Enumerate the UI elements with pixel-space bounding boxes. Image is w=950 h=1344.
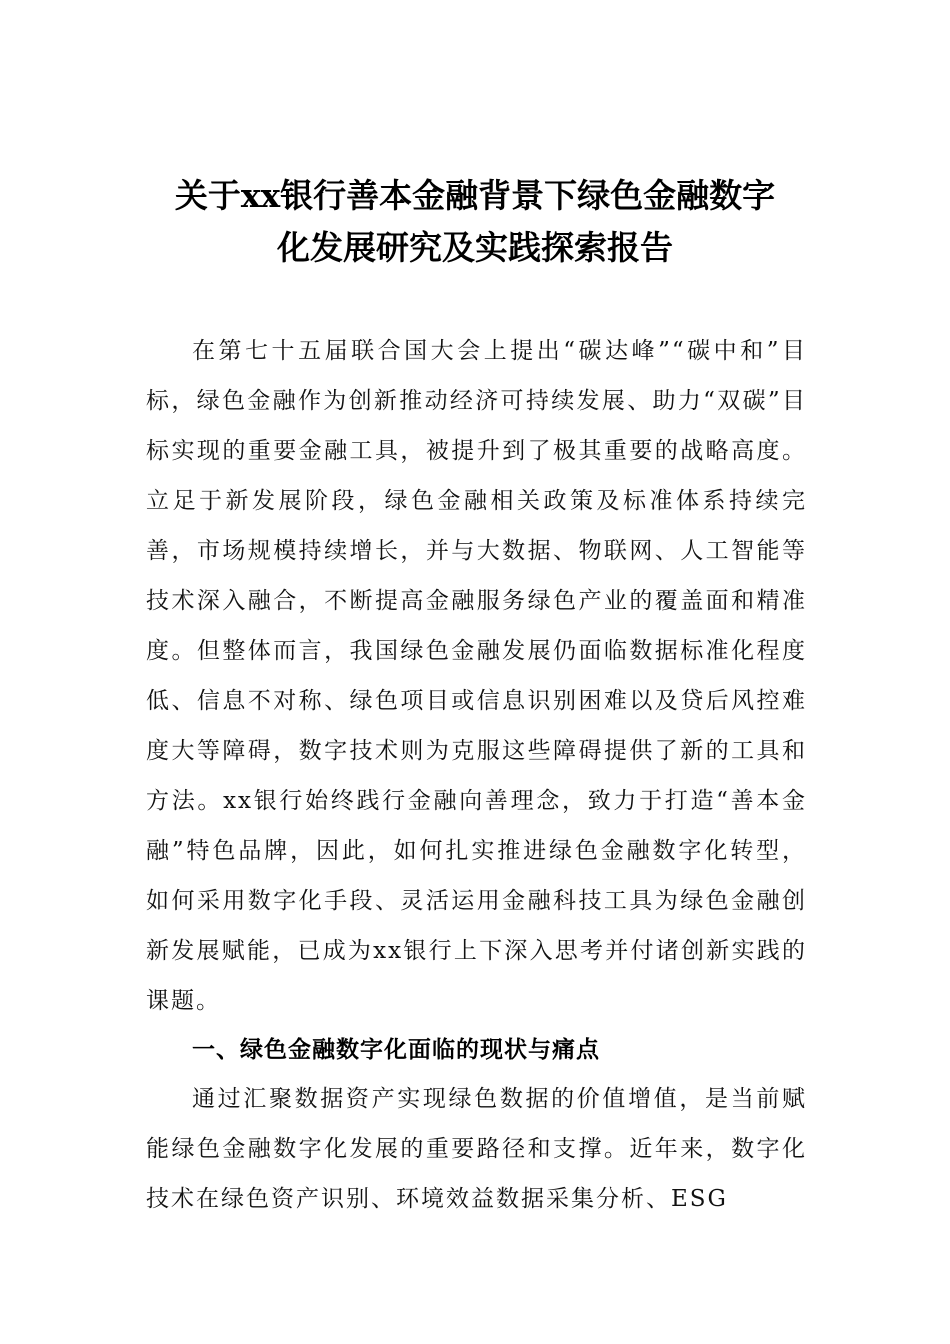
title-line-2: 化发展研究及实践探索报告 <box>277 228 673 267</box>
title-line-1: 关于xx银行善本金融背景下绿色金融数字 <box>174 176 776 215</box>
section-1-paragraph: 通过汇聚数据资产实现绿色数据的价值增值，是当前赋能绿色金融数字化发展的重要路径和支撑。近年来，数字化技术在绿色资产识别、环境效益数据采集分析、ESG <box>146 1086 807 1212</box>
intro-paragraph: 在第七十五届联合国大会上提出“碳达峰”“碳中和”目标，绿色金融作为创新推动经济可持续发展、助力“双碳”目标实现的重要金融工具，被提升到了极其重要的战略高度。立足于新发展阶段，绿色金融相关政策及标准体系持续完善，市场规模持续增长，并与大数据、物联网、人工智能等技术深入融合，不断提高金融服务绿色产业的覆盖面和精准度。但整体而言，我国绿色金融发展仍面临数据标准化程度低、信息不对称、绿色项目或信息识别困难以及贷后风控难度大等障碍，数字技术则为克服这些障碍提供了新的工具和方法。xx银行始终践行金融向善理念，致力于打造“善本金融”特色品牌，因此，如何扎实推进绿色金融数字化转型，如何采用数字化手段、灵活运用金融科技工具为绿色金融创新发展赋能，已成为xx银行上下深入思考并付诸创新实践的课题。 <box>146 338 807 1014</box>
document-body <box>146 326 807 1224</box>
section-heading-1: 一、绿色金融数字化面临的现状与痛点 <box>192 1037 600 1063</box>
document-title <box>120 170 830 274</box>
